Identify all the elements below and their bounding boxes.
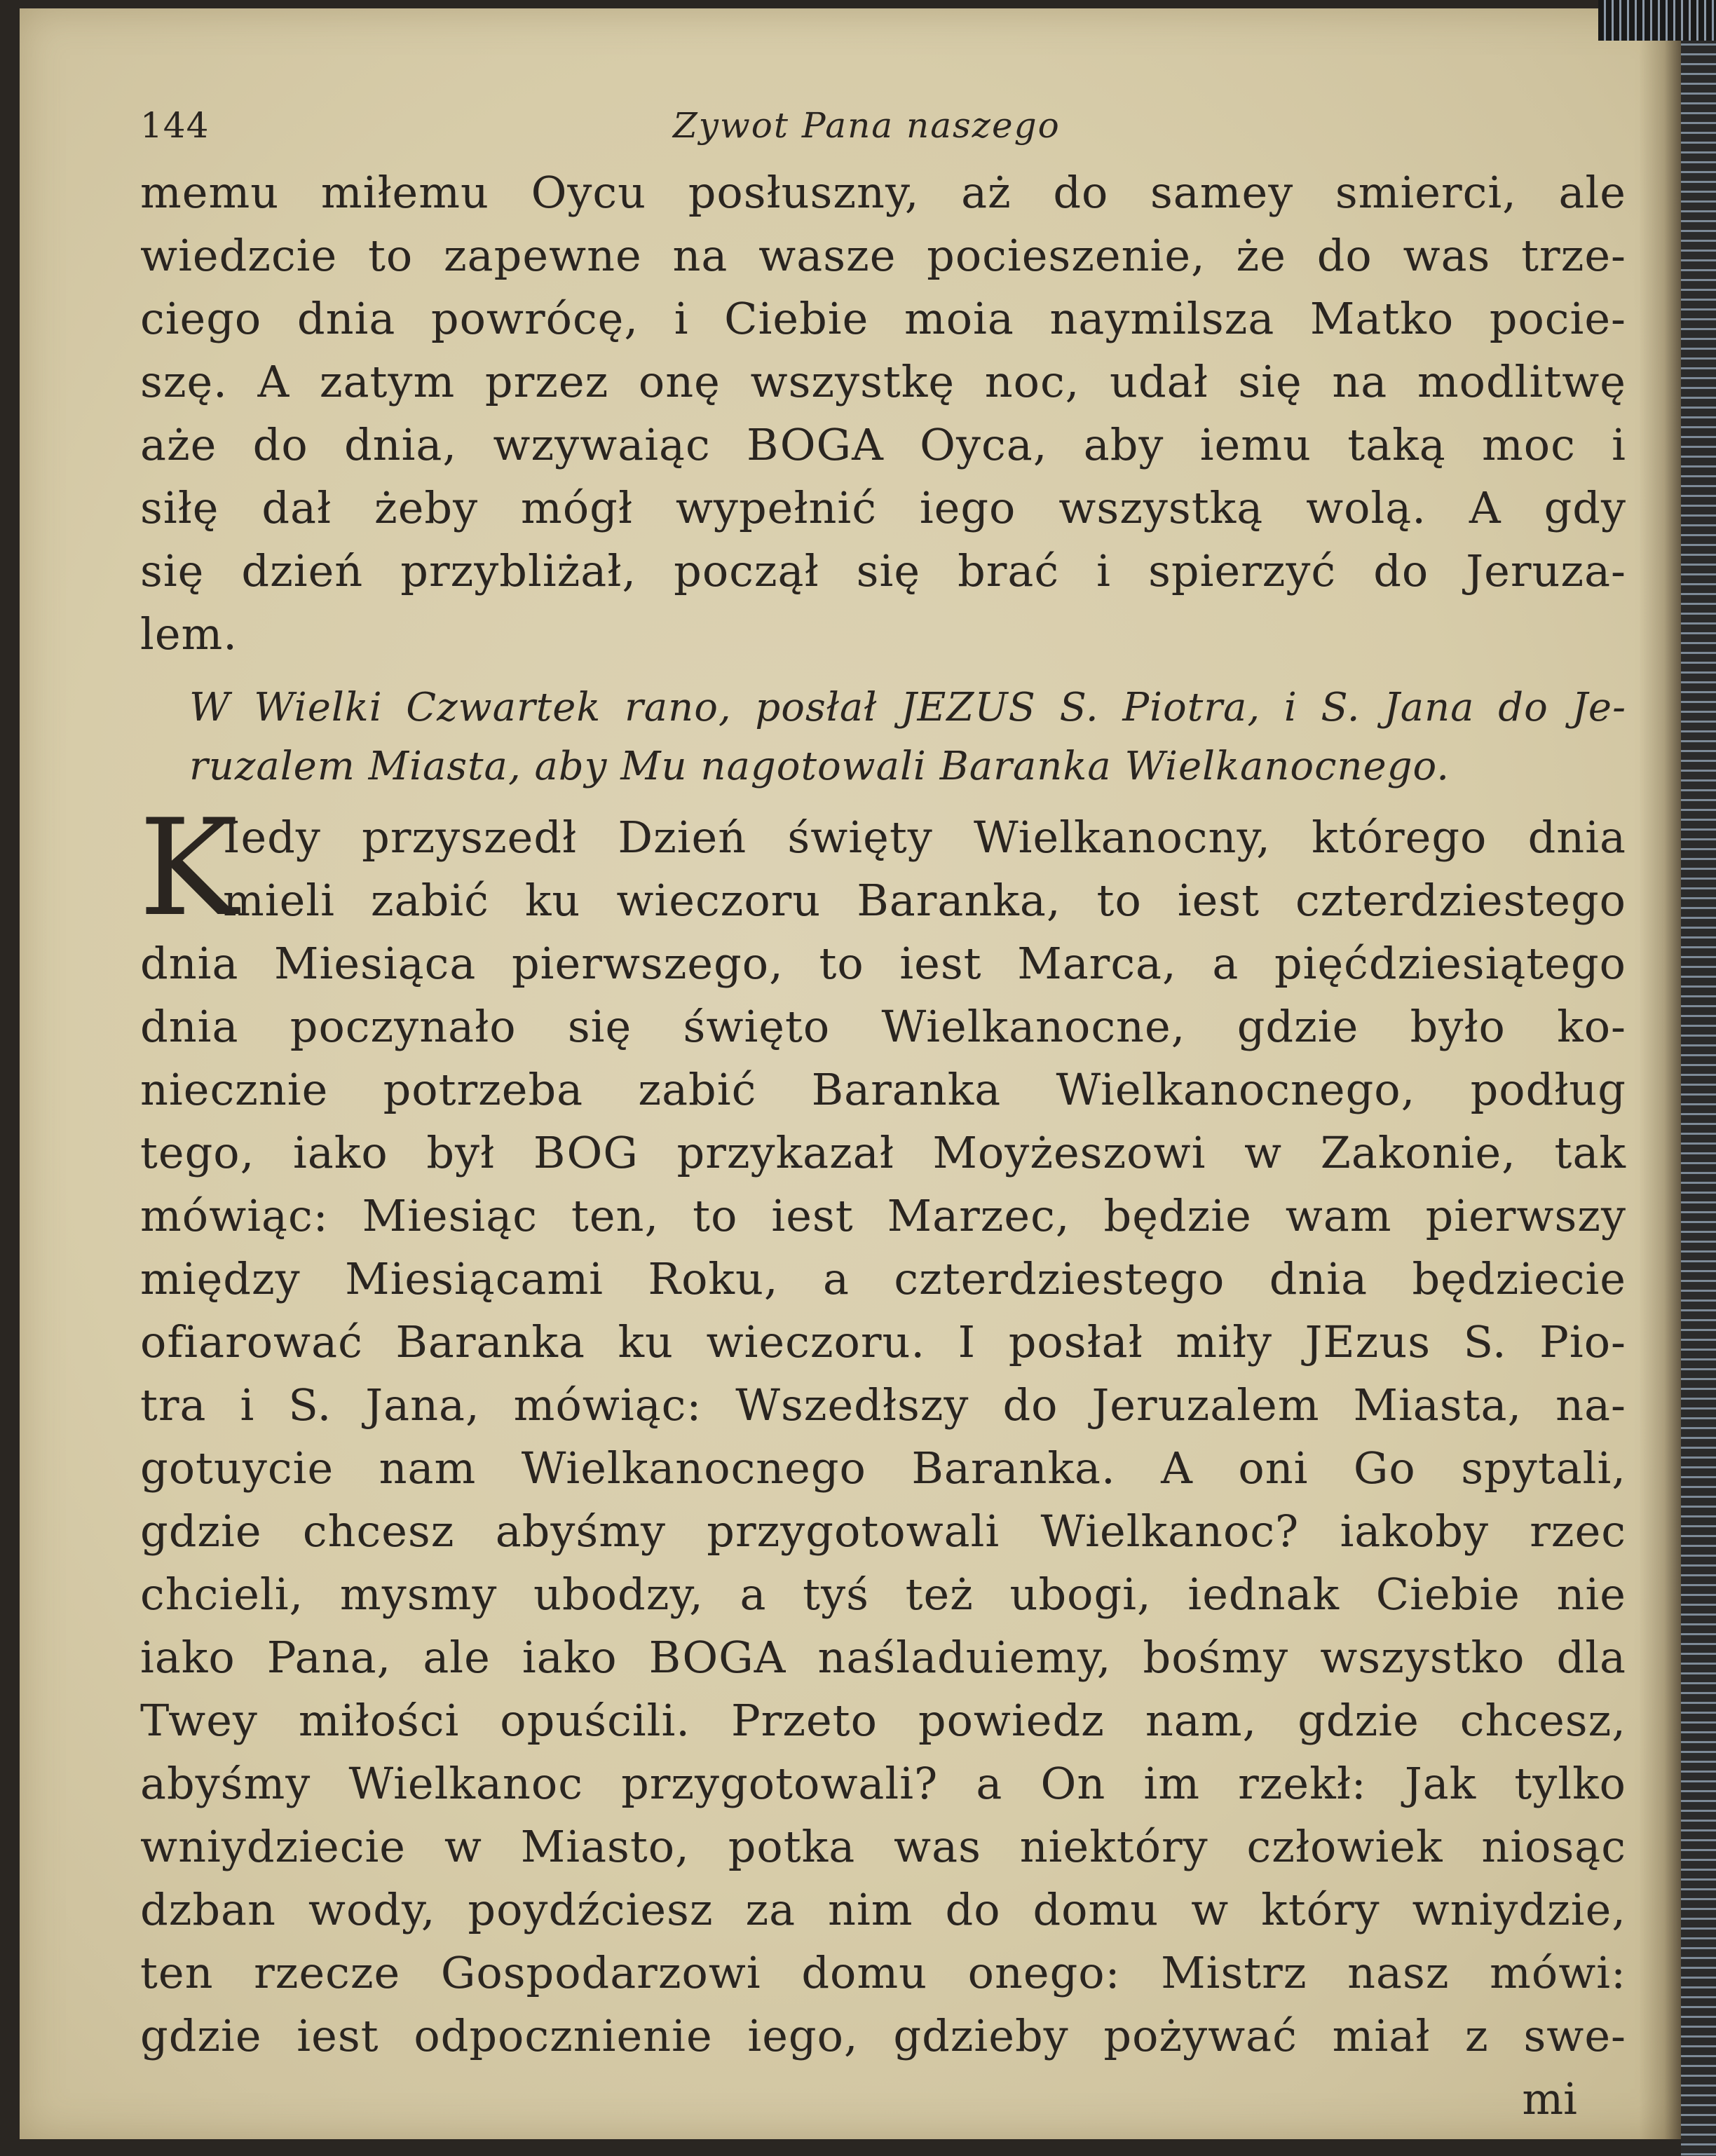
text-line: szę. A zatym przez onę wszystkę noc, udał się na modlitwę xyxy=(140,356,1626,407)
drop-cap: K xyxy=(139,791,238,946)
text-line: dnia poczynało się święto Wielkanocne, gdzie było ko- xyxy=(140,1001,1626,1052)
text-line: mieli zabić ku wieczoru Baranka, to iest czterdziestego xyxy=(223,875,1626,926)
text-line: ciego dnia powrócę, i Ciebie moia naymilsza Matko pocie- xyxy=(140,293,1626,344)
page-number: 144 xyxy=(140,105,210,146)
text-line: Iedy przyszedł Dzień święty Wielkanocny, którego dnia xyxy=(223,812,1626,863)
text-line: aże do dnia, wzywaiąc BOGA Oyca, aby iemu taką moc i xyxy=(140,419,1626,470)
page-text xyxy=(140,91,1626,2131)
text-line: iako Pana, ale iako BOGA naśladuiemy, bośmy wszystko dla xyxy=(140,1632,1626,1683)
text-line: tra i S. Jana, mówiąc: Wszedłszy do Jeruzalem Miasta, na- xyxy=(140,1379,1626,1431)
text-line: gdzie iest odpocznienie iego, gdzieby pożywać miał z swe- xyxy=(140,2010,1626,2061)
paragraph-continuation xyxy=(140,161,1626,666)
text-line: dnia Miesiąca pierwszego, to iest Marca, a pięćdziesiątego xyxy=(140,938,1626,989)
catchword: mi xyxy=(1522,2073,1577,2124)
text-line: tego, iako był BOG przykazał Moyżeszowi w Zakonie, tak xyxy=(140,1127,1626,1178)
text-line: ofiarować Baranka ku wieczoru. I posłał miły JEzus S. Pio- xyxy=(140,1316,1626,1367)
text-line: dzban wody, poydźciesz za nim do domu w który wniydzie, xyxy=(140,1884,1626,1935)
heading-line: W Wielki Czwartek rano, posłał JEZUS S. Piotra, i S. Jana do Je- xyxy=(189,685,1626,730)
text-line: abyśmy Wielkanoc przygotowali? a On im rzekł: Jak tylko xyxy=(140,1758,1626,1809)
heading-line: ruzalem Miasta, aby Mu nagotowali Baranka Wielkanocnego. xyxy=(189,744,1450,789)
page-gutter-shadow xyxy=(1639,8,1681,2139)
text-line: mówiąc: Miesiąc ten, to iest Marzec, będzie wam pierwszy xyxy=(140,1190,1626,1241)
page-header xyxy=(140,91,1626,161)
text-line: memu miłemu Oycu posłuszny, aż do samey smierci, ale xyxy=(140,167,1626,218)
text-line: wiedzcie to zapewne na wasze pocieszenie, że do was trze- xyxy=(140,230,1626,281)
bookmark-ribbon xyxy=(1681,0,1716,2156)
text-line: ten rzecze Gospodarzowi domu onego: Mistrz nasz mówi: xyxy=(140,1947,1626,1998)
section-heading xyxy=(140,678,1626,796)
text-line: chcieli, mysmy ubodzy, a tyś też ubogi, iednak Ciebie nie xyxy=(140,1569,1626,1620)
text-line: niecznie potrzeba zabić Baranka Wielkanocnego, podług xyxy=(140,1064,1626,1115)
running-title: Zywot Pana naszego xyxy=(673,105,1061,146)
text-line: gotuycie nam Wielkanocnego Baranka. A oni Go spytali, xyxy=(140,1442,1626,1494)
ribbon-top-edge xyxy=(1598,0,1716,41)
text-line: wniydziecie w Miasto, potka was niektóry człowiek niosąc xyxy=(140,1821,1626,1872)
text-line: między Miesiącami Roku, a czterdziestego dnia będziecie xyxy=(140,1253,1626,1304)
text-line: siłę dał żeby mógł wypełnić iego wszystką wolą. A gdy xyxy=(140,482,1626,533)
text-line: się dzień przybliżał, począł się brać i spierzyć do Jeruza- xyxy=(140,545,1626,596)
paragraph-main xyxy=(139,791,1626,2068)
text-line: gdzie chcesz abyśmy przygotowali Wielkanoc? iakoby rzec xyxy=(140,1506,1626,1557)
text-line: Twey miłości opuścili. Przeto powiedz nam, gdzie chcesz, xyxy=(140,1695,1626,1746)
text-line: lem. xyxy=(140,608,238,660)
